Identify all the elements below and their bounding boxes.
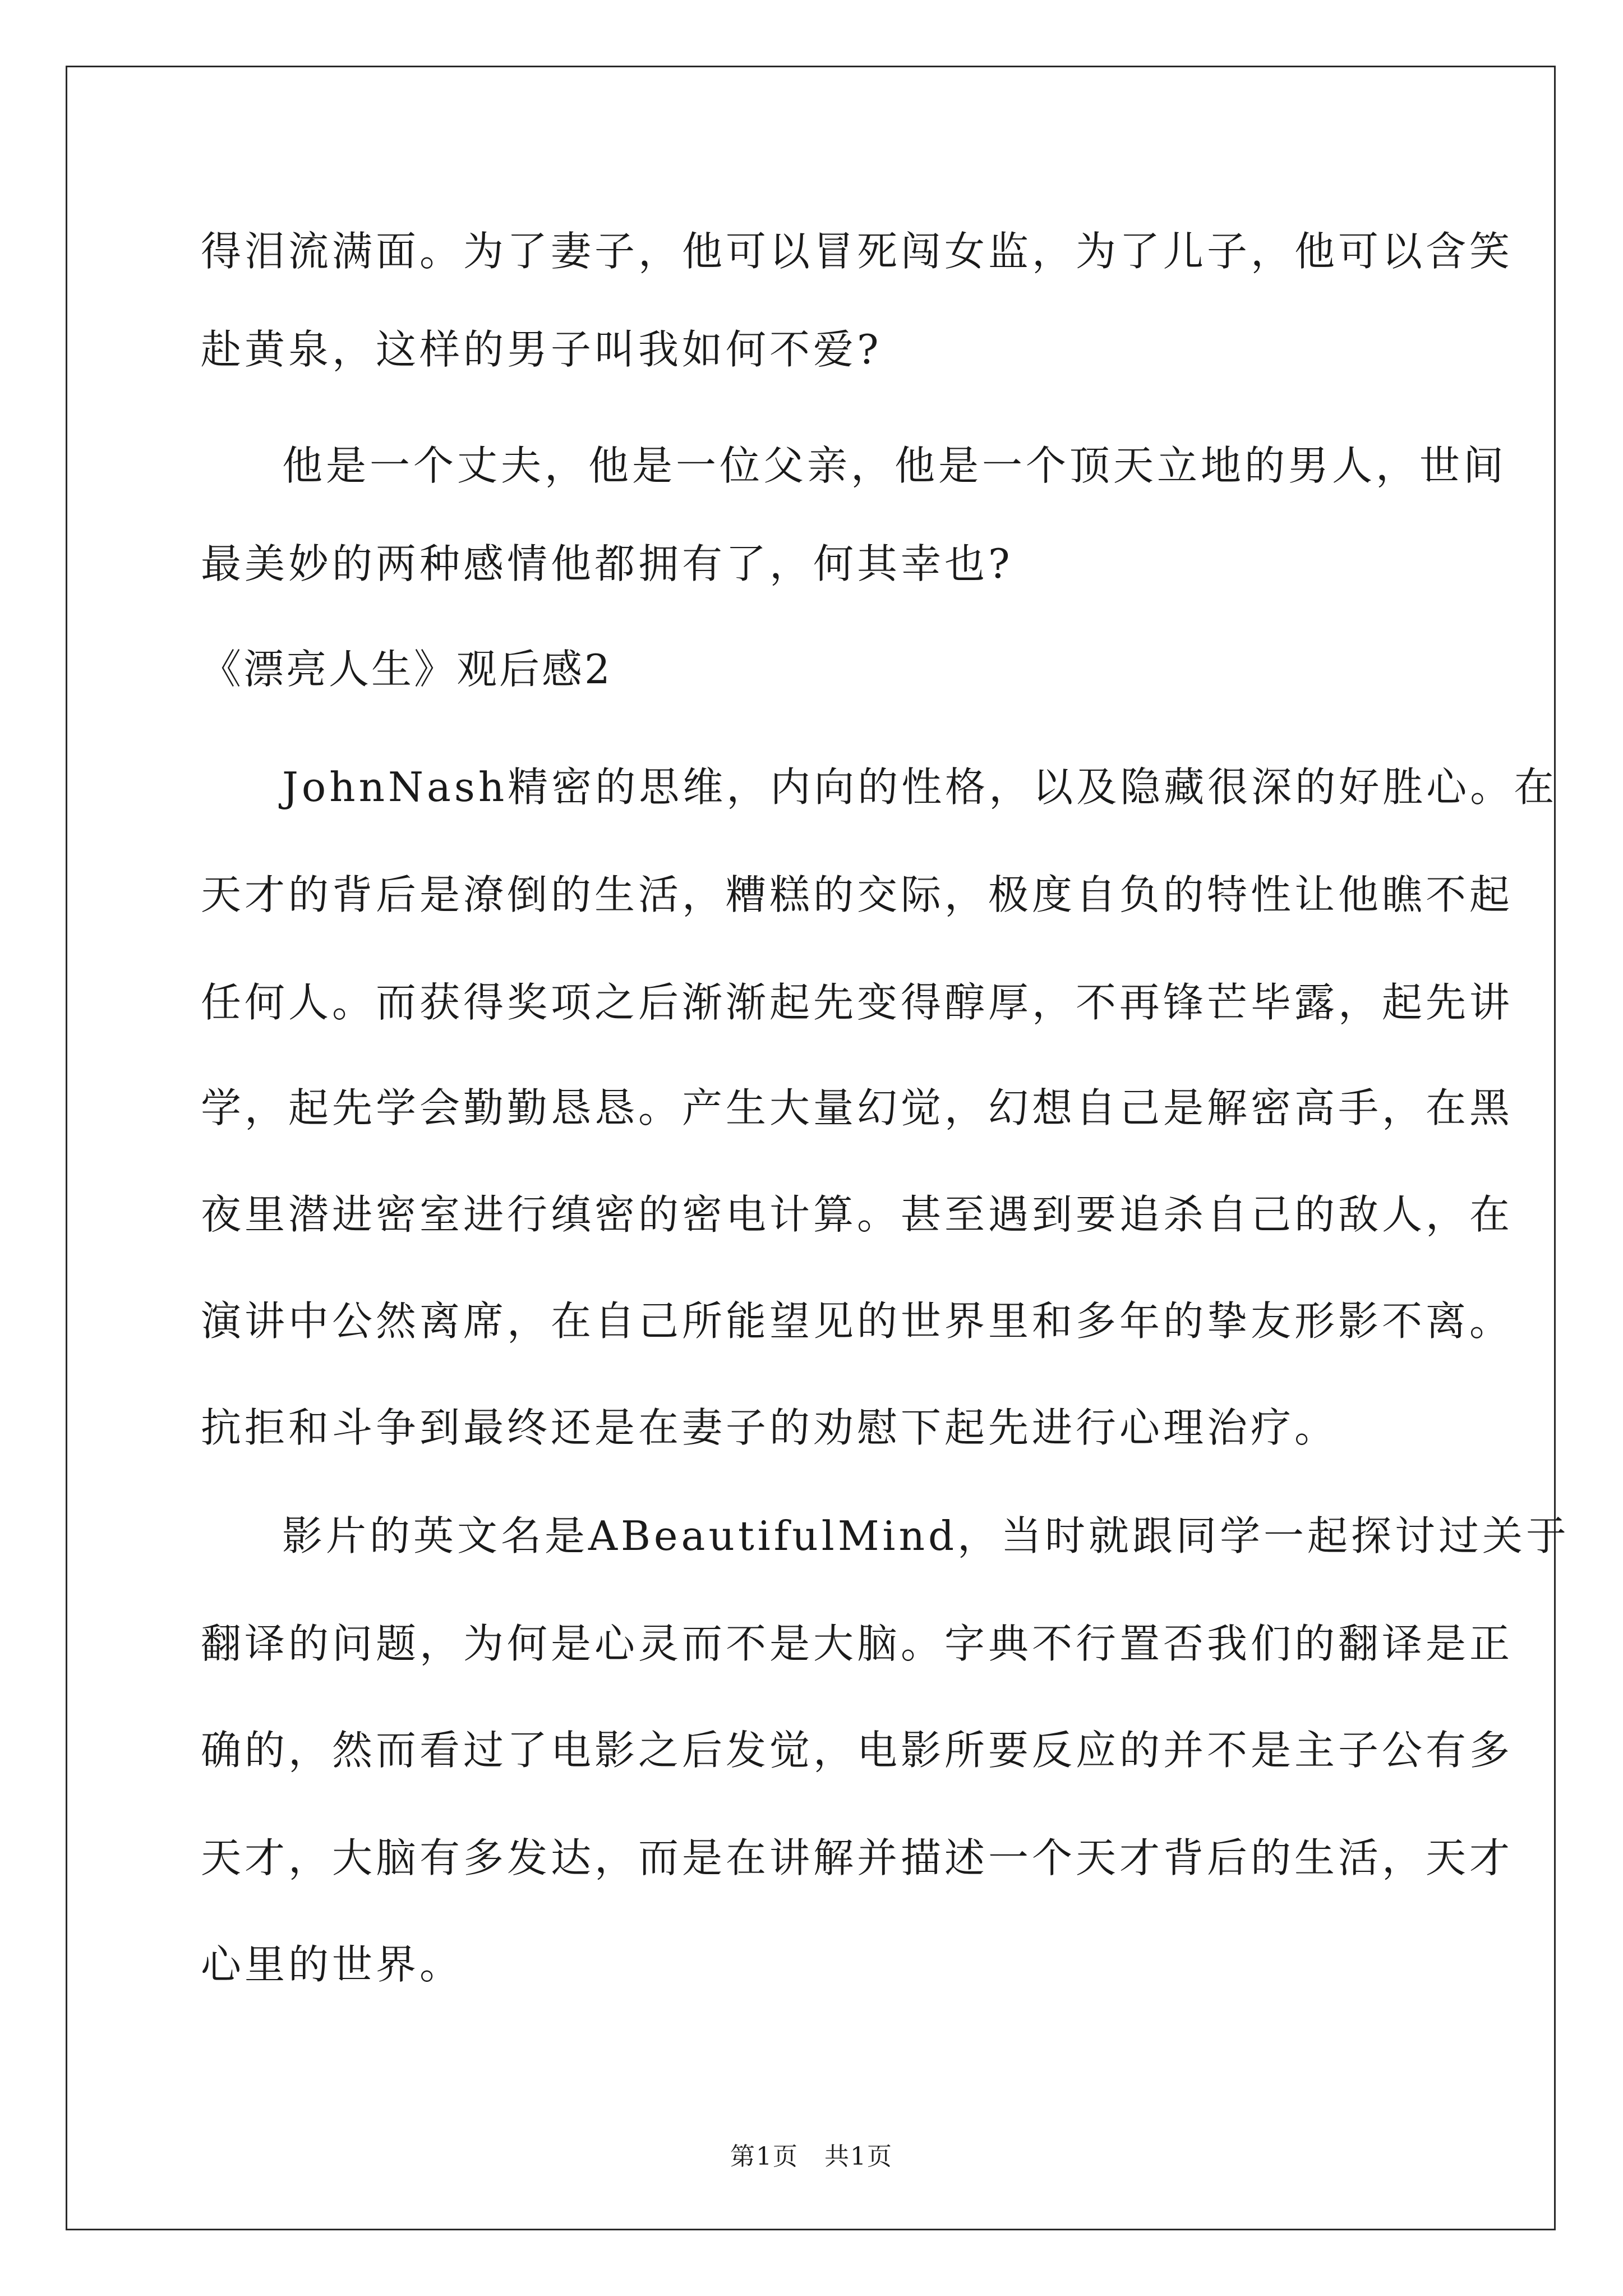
text-line: 最美妙的两种感情他都拥有了，何其幸也? xyxy=(201,540,1013,587)
text-line: 天才，大脑有多发达，而是在讲解并描述一个天才背后的生活，天才 xyxy=(201,1834,1514,1881)
page-footer: 第1页 共1页 xyxy=(730,2142,893,2171)
text-line: JohnNash精密的思维，内向的性格，以及隐藏很深的好胜心。在 xyxy=(282,763,1558,811)
section-heading: 《漂亮人生》观后感2 xyxy=(201,646,612,693)
text-line: 学，起先学会勤勤恳恳。产生大量幻觉，幻想自己是解密高手，在黑 xyxy=(201,1084,1514,1131)
text-line: 心里的世界。 xyxy=(201,1941,464,1988)
text-line: 确的，然而看过了电影之后发觉，电影所要反应的并不是主子公有多 xyxy=(201,1727,1514,1774)
text-line: 任何人。而获得奖项之后渐渐起先变得醇厚，不再锋芒毕露，起先讲 xyxy=(201,979,1514,1026)
text-line: 得泪流满面。为了妻子，他可以冒死闯女监，为了儿子，他可以含笑 xyxy=(201,228,1514,275)
text-line: 他是一个丈夫，他是一位父亲，他是一个顶天立地的男人，世间 xyxy=(282,442,1507,489)
text-line: 翻译的问题，为何是心灵而不是大脑。字典不行置否我们的翻译是正 xyxy=(201,1620,1514,1667)
page-border xyxy=(66,66,1570,2230)
text-line: 天才的背后是潦倒的生活，糟糕的交际，极度自负的特性让他瞧不起 xyxy=(201,871,1514,918)
text-line: 抗拒和斗争到最终还是在妻子的劝慰下起先进行心理治疗。 xyxy=(201,1404,1339,1451)
text-line: 影片的英文名是ABeautifulMind，当时就跟同学一起探讨过关于 xyxy=(282,1512,1570,1559)
text-line: 赴黄泉，这样的男子叫我如何不爱? xyxy=(201,326,882,373)
text-line: 演讲中公然离席，在自己所能望见的世界里和多年的挚友形影不离。 xyxy=(201,1297,1514,1345)
text-line: 夜里潜进密室进行缜密的密电计算。甚至遇到要追杀自己的敌人，在 xyxy=(201,1191,1514,1238)
